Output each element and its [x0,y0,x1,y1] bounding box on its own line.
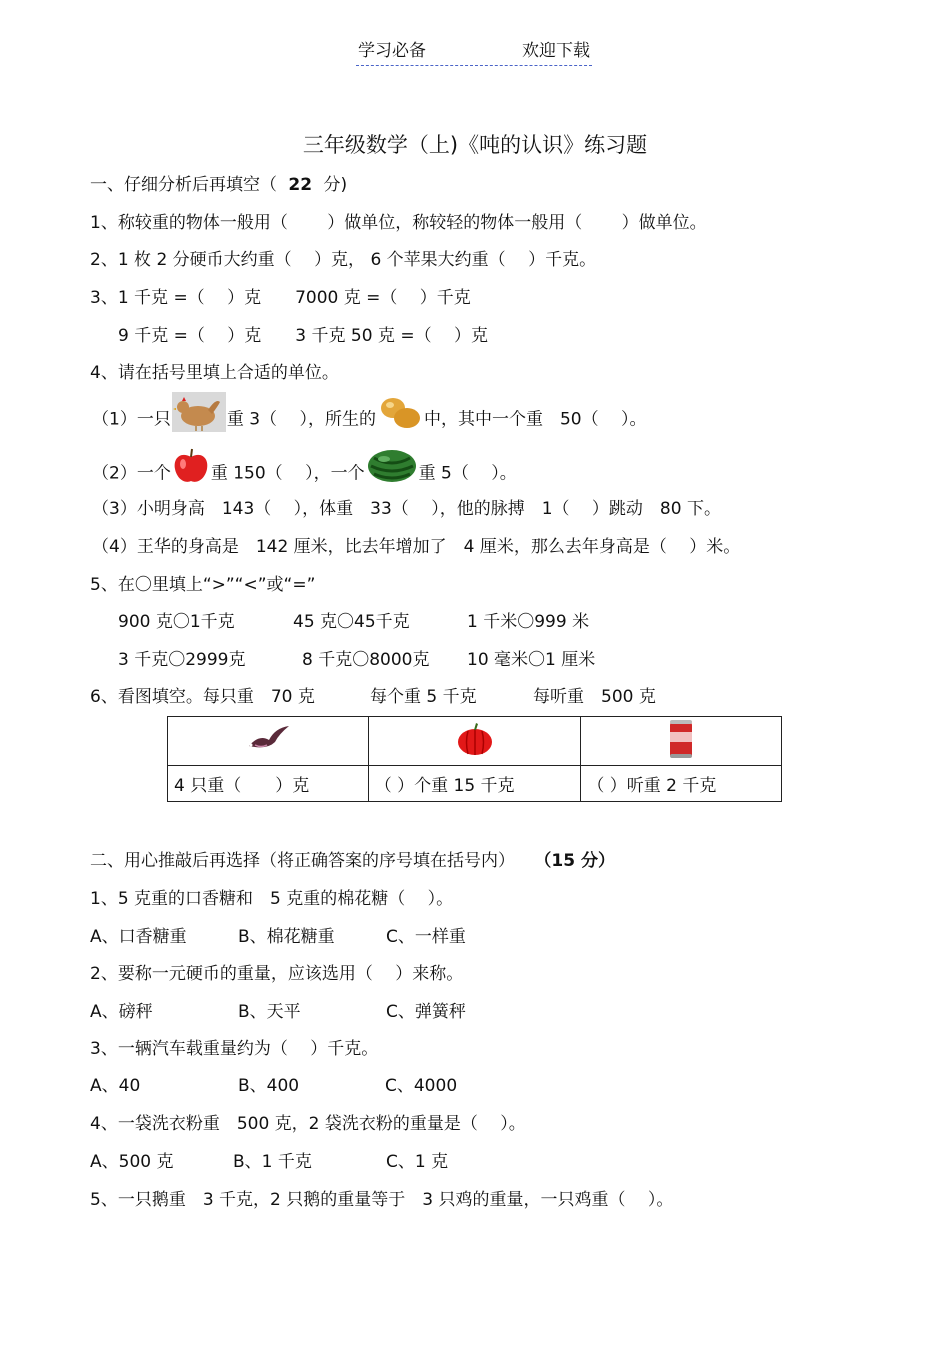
eggs-icon [377,394,423,445]
header-left: 学习必备 [358,41,426,61]
question-2-3: 3、一辆汽车载重量约为（ ）千克。 [90,1039,379,1059]
question-2-1: 1、5 克重的口香糖和 5 克重的棉花糖（ ）。 [90,889,454,909]
option-2-3-c: C、4000 [385,1076,458,1096]
question-1-6: 6、看图填空。每只重 70 克 [90,687,315,707]
pumpkin-cell [368,717,581,766]
question-1-4-1: （1）一只 重 3（ ），所生的 中，其中一个重 50（ ）。 [92,392,647,438]
question-1-6-pumpkin: 每个重 5 千克 [370,687,477,707]
question-1-6-can: 每听重 500 克 [533,687,656,707]
option-2-2-b: B、天平 [238,1002,301,1022]
question-2-4: 4、一袋洗衣粉重 500 克，2 袋洗衣粉的重量是（ ）。 [90,1114,526,1134]
question-1-2: 2、1 枚 2 分硬币大约重（ ）克， 6 个苹果大约重（ ）千克。 [90,250,597,270]
can-answer: （ ）听重 2 千克 [581,766,782,802]
question-1-3b: 9 千克 =（ ）克 3 千克 50 克 =（ ）克 [118,326,488,346]
compare-2: 45 克〇45千克 [293,612,410,632]
question-1-4-2: （2）一个 重 150（ ），一个 重 5（ ）。 [92,447,517,491]
apple-icon [172,447,210,500]
option-2-1-a: A、口香糖重 [90,927,187,947]
question-1-5: 5、在〇里填上“>”“<”或“=” [90,575,316,595]
soda-can-icon [666,718,696,765]
section-1-heading: 一、仔细分析后再填空（ 22 分) [90,175,348,195]
compare-1: 900 克〇1千克 [118,612,235,632]
page-header [356,43,592,66]
question-1-4: 4、请在括号里填上合适的单位。 [90,363,339,383]
option-2-4-b: B、1 千克 [233,1152,312,1172]
option-2-3-b: B、400 [238,1076,300,1096]
question-2-2: 2、要称一元硬币的重量，应该选用（ ）来称。 [90,964,464,984]
pumpkin-icon [455,721,495,762]
page-title: 三年级数学（上)《吨的认识》练习题 [302,133,648,157]
compare-5: 8 千克〇8000克 [302,650,430,670]
option-2-4-a: A、500 克 [90,1152,174,1172]
option-2-1-c: C、一样重 [386,927,466,947]
question-1-1: 1、称较重的物体一般用（ ）做单位，称较轻的物体一般用（ ）做单位。 [90,213,707,233]
option-2-3-a: A、40 [90,1076,141,1096]
compare-4: 3 千克〇2999克 [118,650,246,670]
question-1-4-3: （3）小明身高 143（ ），体重 33（ ），他的脉搏 1（ ）跳动 80 下。 [92,499,721,519]
header-right: 欢迎下载 [522,41,590,61]
option-2-2-c: C、弹簧秤 [386,1002,466,1022]
picture-table [167,716,782,802]
bird-answer: 4 只重（ ）克 [168,766,369,802]
can-cell [581,717,782,766]
section-2-heading: 二、用心推敲后再选择（将正确答案的序号填在括号内） （15 分） [90,851,615,871]
option-2-2-a: A、磅秤 [90,1002,153,1022]
watermelon-icon [366,448,418,499]
question-1-3a: 3、1 千克 =（ ）克 7000 克 =（ ）千克 [90,288,471,308]
compare-6: 10 毫米〇1 厘米 [467,650,596,670]
option-2-1-b: B、棉花糖重 [238,927,335,947]
option-2-4-c: C、1 克 [386,1152,449,1172]
compare-3: 1 千米〇999 米 [467,612,590,632]
pumpkin-answer: （ ）个重 15 千克 [368,766,581,802]
question-2-5: 5、一只鹅重 3 千克，2 只鹅的重量等于 3 只鸡的重量，一只鸡重（ ）。 [90,1190,674,1210]
chicken-icon [172,392,226,447]
question-1-4-4: （4）王华的身高是 142 厘米，比去年增加了 4 厘米，那么去年身高是（ ）米。 [92,537,741,557]
bird-icon [245,724,291,759]
bird-cell [168,717,369,766]
